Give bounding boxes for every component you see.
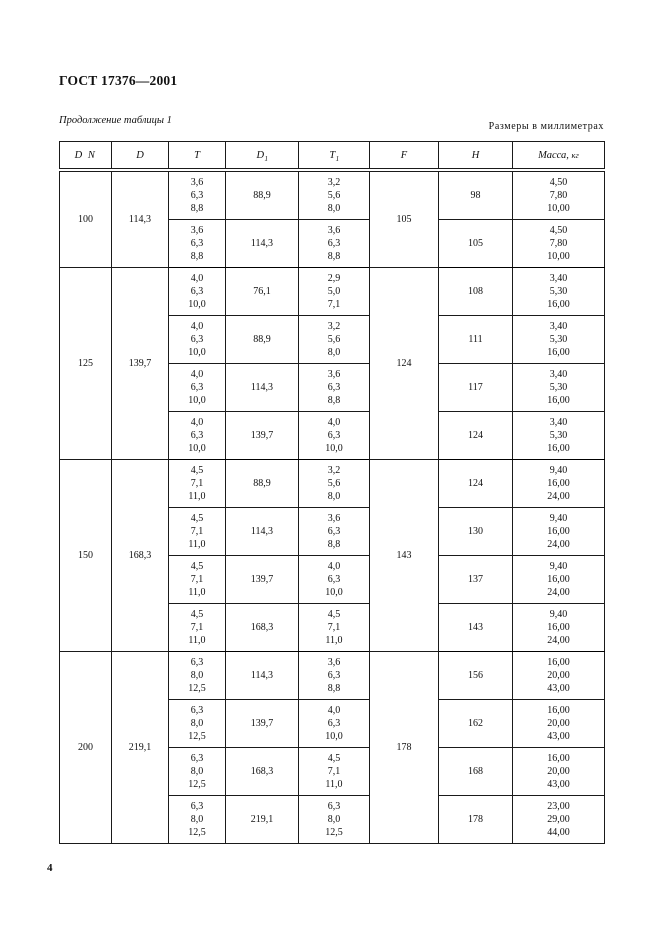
- standard-designation: ГОСТ 17376—2001: [59, 73, 178, 88]
- cell-h: 98: [439, 172, 513, 220]
- cell-t: [169, 796, 226, 844]
- cell-t-value: 11,0: [188, 539, 206, 550]
- cell-t-value: 4,5: [190, 561, 204, 572]
- cell-t-value: 11,0: [188, 491, 206, 502]
- cell-t1-value: 8,0: [327, 491, 341, 502]
- cell-t1-value: 2,9: [327, 273, 341, 284]
- cell-mass: [513, 316, 605, 364]
- cell-t1: [299, 748, 370, 796]
- cell-t1-value: 8,0: [327, 347, 341, 358]
- cell-t-value: 3,6: [190, 225, 204, 236]
- cell-t: [169, 172, 226, 220]
- cell-mass: [513, 364, 605, 412]
- table-row: [60, 460, 605, 508]
- cell-dn: 150: [60, 460, 112, 652]
- cell-t1-value: 7,1: [327, 766, 341, 777]
- cell-d: 168,3: [112, 460, 169, 652]
- cell-mass-value: 5,30: [549, 430, 568, 441]
- cell-d1: 88,9: [226, 172, 299, 220]
- cell-d1: 88,9: [226, 316, 299, 364]
- cell-mass: [513, 220, 605, 268]
- cell-mass-value: 43,00: [547, 683, 570, 694]
- cell-t-value: 12,5: [188, 827, 206, 838]
- cell-t-value: 4,5: [190, 513, 204, 524]
- cell-t1: [299, 172, 370, 220]
- cell-t-value: 8,0: [190, 718, 204, 729]
- cell-mass: [513, 172, 605, 220]
- cell-t1: [299, 508, 370, 556]
- cell-mass: [513, 268, 605, 316]
- cell-d1: 114,3: [226, 364, 299, 412]
- cell-h: 117: [439, 364, 513, 412]
- cell-t1-value: 3,6: [327, 657, 341, 668]
- cell-t: [169, 268, 226, 316]
- cell-mass-value: 44,00: [547, 827, 570, 838]
- subscript-d1: 1: [264, 154, 269, 163]
- cell-t-value: 6,3: [190, 334, 204, 345]
- cell-mass-value: 16,00: [547, 657, 570, 668]
- cell-mass-value: 16,00: [547, 478, 570, 489]
- cell-d1: 88,9: [226, 460, 299, 508]
- cell-t1-value: 10,0: [325, 731, 343, 742]
- cell-t1: [299, 700, 370, 748]
- cell-d: 139,7: [112, 268, 169, 460]
- cell-mass-value: 16,00: [547, 526, 570, 537]
- cell-mass-value: 4,50: [549, 177, 568, 188]
- cell-t1: [299, 796, 370, 844]
- cell-t1-value: 6,3: [327, 526, 341, 537]
- cell-mass-value: 20,00: [547, 670, 570, 681]
- cell-mass-value: 3,40: [549, 273, 568, 284]
- cell-t1: [299, 220, 370, 268]
- cell-mass: [513, 796, 605, 844]
- cell-d1: 139,7: [226, 556, 299, 604]
- table-row: [60, 172, 605, 220]
- cell-h: 162: [439, 700, 513, 748]
- cell-f: 105: [370, 172, 439, 268]
- dimensions-table: [59, 141, 605, 844]
- cell-t1-value: 5,6: [327, 334, 341, 345]
- cell-t-value: 8,0: [190, 670, 204, 681]
- spec-table-wrapper: [59, 141, 604, 844]
- cell-h: 137: [439, 556, 513, 604]
- cell-mass-value: 16,00: [547, 705, 570, 716]
- cell-h: 108: [439, 268, 513, 316]
- cell-d1: 168,3: [226, 748, 299, 796]
- cell-mass-value: 3,40: [549, 417, 568, 428]
- cell-t-value: 4,5: [190, 465, 204, 476]
- cell-t1-value: 4,0: [327, 417, 341, 428]
- cell-mass-value: 24,00: [547, 635, 570, 646]
- cell-t-value: 10,0: [188, 347, 206, 358]
- cell-h: 124: [439, 412, 513, 460]
- table-row: [60, 652, 605, 700]
- cell-t-value: 10,0: [188, 299, 206, 310]
- cell-t1-value: 6,3: [327, 430, 341, 441]
- cell-t-value: 6,3: [190, 705, 204, 716]
- cell-t1-value: 12,5: [325, 827, 343, 838]
- cell-t1-value: 6,3: [327, 574, 341, 585]
- cell-mass-value: 16,00: [547, 347, 570, 358]
- cell-t1-value: 3,6: [327, 225, 341, 236]
- cell-t: [169, 700, 226, 748]
- cell-t1-value: 4,5: [327, 609, 341, 620]
- cell-f: 178: [370, 652, 439, 844]
- cell-t1-value: 4,0: [327, 705, 341, 716]
- cell-t1-value: 11,0: [325, 635, 343, 646]
- column-header-f: F: [370, 142, 439, 169]
- cell-t1-value: 4,0: [327, 561, 341, 572]
- cell-t-value: 6,3: [190, 657, 204, 668]
- column-header-d: D: [112, 142, 169, 169]
- cell-t1-value: 7,1: [327, 622, 341, 633]
- cell-t: [169, 412, 226, 460]
- cell-d1: 114,3: [226, 652, 299, 700]
- cell-mass-value: 20,00: [547, 718, 570, 729]
- table-continuation-caption: Продолжение таблицы 1: [59, 115, 172, 126]
- cell-t1-value: 4,5: [327, 753, 341, 764]
- cell-t-value: 10,0: [188, 443, 206, 454]
- cell-mass-value: 16,00: [547, 299, 570, 310]
- cell-t: [169, 220, 226, 268]
- cell-t1-value: 6,3: [327, 718, 341, 729]
- cell-mass-value: 5,30: [549, 382, 568, 393]
- cell-t: [169, 508, 226, 556]
- cell-t-value: 10,0: [188, 395, 206, 406]
- cell-t1-value: 6,3: [327, 382, 341, 393]
- column-header-dn: D N: [60, 142, 112, 169]
- cell-t-value: 11,0: [188, 635, 206, 646]
- cell-h: 111: [439, 316, 513, 364]
- cell-mass-value: 7,80: [549, 190, 568, 201]
- cell-t1-value: 5,6: [327, 478, 341, 489]
- cell-mass-value: 16,00: [547, 622, 570, 633]
- cell-t-value: 3,6: [190, 177, 204, 188]
- cell-mass: [513, 508, 605, 556]
- cell-mass-value: 9,40: [549, 465, 568, 476]
- cell-f: 143: [370, 460, 439, 652]
- column-header-d1: $D_1$: [226, 142, 299, 169]
- cell-mass: [513, 460, 605, 508]
- cell-t-value: 4,5: [190, 609, 204, 620]
- cell-t: [169, 316, 226, 364]
- cell-t1-value: 3,2: [327, 321, 341, 332]
- cell-h: 156: [439, 652, 513, 700]
- cell-d1: 219,1: [226, 796, 299, 844]
- cell-t1-value: 8,0: [327, 814, 341, 825]
- table-body: [60, 172, 605, 844]
- units-note: Размеры в миллиметрах: [488, 121, 604, 132]
- cell-t-value: 6,3: [190, 753, 204, 764]
- table-row: [60, 268, 605, 316]
- cell-d: 114,3: [112, 172, 169, 268]
- cell-t: [169, 652, 226, 700]
- cell-t1: [299, 316, 370, 364]
- cell-t1: [299, 556, 370, 604]
- cell-t1-value: 6,3: [327, 670, 341, 681]
- column-header-t1: $T_1$: [299, 142, 370, 169]
- cell-t1: [299, 604, 370, 652]
- cell-mass-value: 3,40: [549, 369, 568, 380]
- column-header-t: T: [169, 142, 226, 169]
- cell-dn: 125: [60, 268, 112, 460]
- cell-mass-value: 7,80: [549, 238, 568, 249]
- cell-t1: [299, 460, 370, 508]
- cell-t1-value: 3,6: [327, 513, 341, 524]
- cell-mass-value: 29,00: [547, 814, 570, 825]
- cell-t-value: 4,0: [190, 369, 204, 380]
- cell-t1-value: 10,0: [325, 443, 343, 454]
- cell-mass-value: 9,40: [549, 561, 568, 572]
- cell-t-value: 8,0: [190, 814, 204, 825]
- mass-unit: кг: [571, 149, 579, 160]
- cell-t-value: 12,5: [188, 683, 206, 694]
- cell-d1: 139,7: [226, 412, 299, 460]
- cell-t-value: 4,0: [190, 321, 204, 332]
- cell-t1-value: 8,0: [327, 203, 341, 214]
- cell-t1: [299, 268, 370, 316]
- cell-t-value: 6,3: [190, 286, 204, 297]
- cell-h: 124: [439, 460, 513, 508]
- cell-mass-value: 24,00: [547, 491, 570, 502]
- cell-mass-value: 23,00: [547, 801, 570, 812]
- cell-mass: [513, 652, 605, 700]
- cell-t-value: 12,5: [188, 731, 206, 742]
- cell-t-value: 7,1: [190, 478, 204, 489]
- cell-t1-value: 6,3: [327, 238, 341, 249]
- cell-t1: [299, 412, 370, 460]
- cell-d1: 76,1: [226, 268, 299, 316]
- cell-h: 105: [439, 220, 513, 268]
- cell-t-value: 8,8: [190, 251, 204, 262]
- cell-mass: [513, 412, 605, 460]
- cell-t1: [299, 652, 370, 700]
- subscript-t1: 1: [335, 154, 340, 163]
- cell-t1-value: 8,8: [327, 251, 341, 262]
- cell-t-value: 4,0: [190, 417, 204, 428]
- cell-t-value: 6,3: [190, 190, 204, 201]
- cell-t1: [299, 364, 370, 412]
- cell-mass-value: 43,00: [547, 731, 570, 742]
- cell-t-value: 6,3: [190, 382, 204, 393]
- cell-h: 178: [439, 796, 513, 844]
- cell-mass-value: 4,50: [549, 225, 568, 236]
- cell-mass-value: 9,40: [549, 513, 568, 524]
- cell-t: [169, 748, 226, 796]
- cell-dn: 100: [60, 172, 112, 268]
- table-header: [60, 142, 605, 172]
- cell-t1-value: 10,0: [325, 587, 343, 598]
- cell-mass-value: 24,00: [547, 539, 570, 550]
- cell-t-value: 8,0: [190, 766, 204, 777]
- column-header-h: H: [439, 142, 513, 169]
- cell-dn: 200: [60, 652, 112, 844]
- cell-f: 124: [370, 268, 439, 460]
- cell-t-value: 11,0: [188, 587, 206, 598]
- cell-t1-value: 3,6: [327, 369, 341, 380]
- cell-mass: [513, 556, 605, 604]
- cell-t1-value: 8,8: [327, 395, 341, 406]
- cell-t-value: 12,5: [188, 779, 206, 790]
- cell-d1: 168,3: [226, 604, 299, 652]
- cell-t1-value: 8,8: [327, 539, 341, 550]
- cell-mass-value: 24,00: [547, 587, 570, 598]
- cell-mass-value: 43,00: [547, 779, 570, 790]
- cell-mass-value: 3,40: [549, 321, 568, 332]
- cell-mass: [513, 700, 605, 748]
- cell-t1-value: 3,2: [327, 177, 341, 188]
- cell-d1: 114,3: [226, 508, 299, 556]
- cell-t: [169, 364, 226, 412]
- cell-t: [169, 556, 226, 604]
- cell-mass-value: 16,00: [547, 574, 570, 585]
- cell-t1-value: 8,8: [327, 683, 341, 694]
- cell-t-value: 6,3: [190, 430, 204, 441]
- cell-mass-value: 9,40: [549, 609, 568, 620]
- cell-h: 143: [439, 604, 513, 652]
- cell-mass-value: 16,00: [547, 395, 570, 406]
- cell-t1-value: 6,3: [327, 801, 341, 812]
- cell-t-value: 4,0: [190, 273, 204, 284]
- cell-t1-value: 7,1: [327, 299, 341, 310]
- cell-t1-value: 5,6: [327, 190, 341, 201]
- cell-t-value: 7,1: [190, 622, 204, 633]
- cell-mass-value: 10,00: [547, 251, 570, 262]
- cell-mass-value: 5,30: [549, 334, 568, 345]
- cell-mass-value: 5,30: [549, 286, 568, 297]
- cell-t: [169, 604, 226, 652]
- cell-mass-value: 10,00: [547, 203, 570, 214]
- cell-h: 130: [439, 508, 513, 556]
- cell-mass-value: 16,00: [547, 753, 570, 764]
- cell-d1: 139,7: [226, 700, 299, 748]
- cell-d: 219,1: [112, 652, 169, 844]
- cell-t-value: 7,1: [190, 526, 204, 537]
- cell-t-value: 8,8: [190, 203, 204, 214]
- cell-mass-value: 16,00: [547, 443, 570, 454]
- cell-t1-value: 11,0: [325, 779, 343, 790]
- cell-mass: [513, 748, 605, 796]
- cell-t1-value: 5,0: [327, 286, 341, 297]
- cell-t-value: 6,3: [190, 801, 204, 812]
- cell-h: 168: [439, 748, 513, 796]
- cell-t-value: 6,3: [190, 238, 204, 249]
- column-header-mass: Масса, кг: [513, 142, 605, 169]
- cell-d1: 114,3: [226, 220, 299, 268]
- cell-t1-value: 3,2: [327, 465, 341, 476]
- page-number: 4: [47, 862, 53, 874]
- cell-mass-value: 20,00: [547, 766, 570, 777]
- table-header-row: [60, 142, 605, 169]
- cell-t: [169, 460, 226, 508]
- cell-mass: [513, 604, 605, 652]
- cell-t-value: 7,1: [190, 574, 204, 585]
